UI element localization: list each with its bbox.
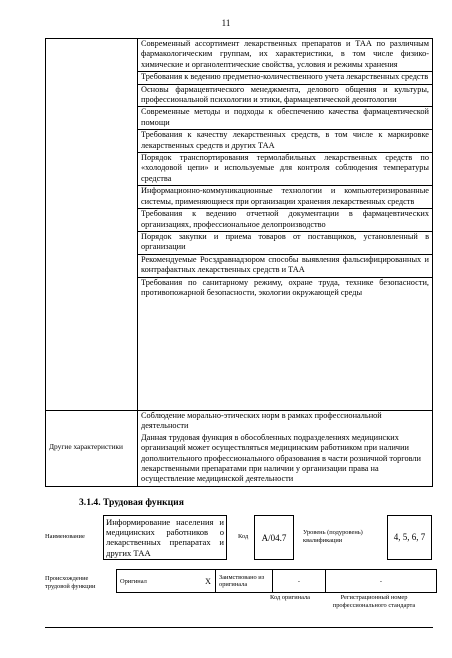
knowledge-item: Информационно-коммуникационные технологии и компьютеризированные системы, применяющиеся при организации хранения лекарственных средств (138, 186, 432, 209)
qualification-level-label: Уровень (подуровень) квалификации (303, 529, 363, 544)
qualification-level-box: 4, 5, 6, 7 (387, 515, 432, 560)
other-cell (138, 411, 433, 487)
other-characteristics-label: Другие характеристики (49, 442, 123, 451)
empty-label-cell (46, 39, 138, 411)
code-original-cell: - (273, 570, 326, 593)
registration-number-label: Регистрационный номер профессионального стандарта (332, 594, 416, 609)
knowledge-item: Требования к качеству лекарственных средств, в том числе к маркировке лекарственных средств и других ТАА (138, 130, 432, 153)
original-cell: Оригинал (117, 570, 202, 593)
other-text-function: Данная трудовая функция в обособленных подразделениях медицинских организаций может осуществляться медицинским работником при наличии дополнительного профессионального образования в части розничной торговли лекарственными препаратами при наличии у организации права на осуществление медицинской деятельности (141, 432, 421, 484)
knowledge-cell (138, 39, 433, 411)
function-code-box: A/04.7 (254, 515, 294, 560)
knowledge-item: Требования к ведению отчетной документации в фармацевтических организациях, профессиональное делопроизводство (138, 209, 432, 232)
knowledge-item: Основы фармацевтического менеджмента, делового общения и культуры, профессиональной психологии и этики, фармацевтической деонтологии (138, 85, 432, 108)
other-label-cell (46, 411, 138, 487)
origin-table (116, 569, 437, 593)
code-label: Код (238, 533, 249, 540)
registration-number-cell: - (326, 570, 437, 593)
section-title: 3.1.4. Трудовая функция (79, 497, 184, 508)
bottom-divider (45, 627, 433, 628)
knowledge-item: Требования по санитарному режиму, охране труда, технике безопасности, противопожарной безопасности, экологии окружающей среды (141, 277, 429, 297)
knowledge-item: Требования к ведению предметно-количественного учета лекарственных средств (138, 72, 432, 84)
knowledge-item: Порядок закупки и приема товаров от поставщиков, установленный в организации (138, 232, 432, 255)
knowledge-item: Рекомендуемые Росздравнадзором способы выявления фальсифицированных и контрафактных лекарственных средств и ТАА (138, 255, 432, 278)
function-name-box: Информирование населения и медицинских работников о лекарственных препаратах и других ТАА (103, 515, 227, 560)
knowledge-item: Порядок транспортирования термолабильных лекарственных средств по «холодовой цепи» и используемые для контроля соблюдения температуры средства (138, 153, 432, 186)
other-text-ethics: Соблюдение морально-этических норм в рамках профессиональной деятельности (141, 411, 382, 431)
borrowed-cell: Заимствовано из оригинала (216, 570, 273, 593)
knowledge-table (45, 38, 433, 487)
original-mark: X (201, 570, 216, 593)
page-number: 11 (221, 18, 231, 28)
knowledge-item: Современный ассортимент лекарственных препаратов и ТАА по различным фармакологическим группам, их характеристики, в том числе физико-химические и органолептические свойства, условия и режимы хранения (138, 39, 432, 72)
code-original-label: Код оригинала (270, 594, 310, 601)
knowledge-item: Современные методы и подходы к обеспечению качества фармацевтической помощи (138, 107, 432, 130)
origin-label: Происхождение трудовой функции (45, 575, 96, 590)
name-label: Наименование (45, 533, 85, 540)
